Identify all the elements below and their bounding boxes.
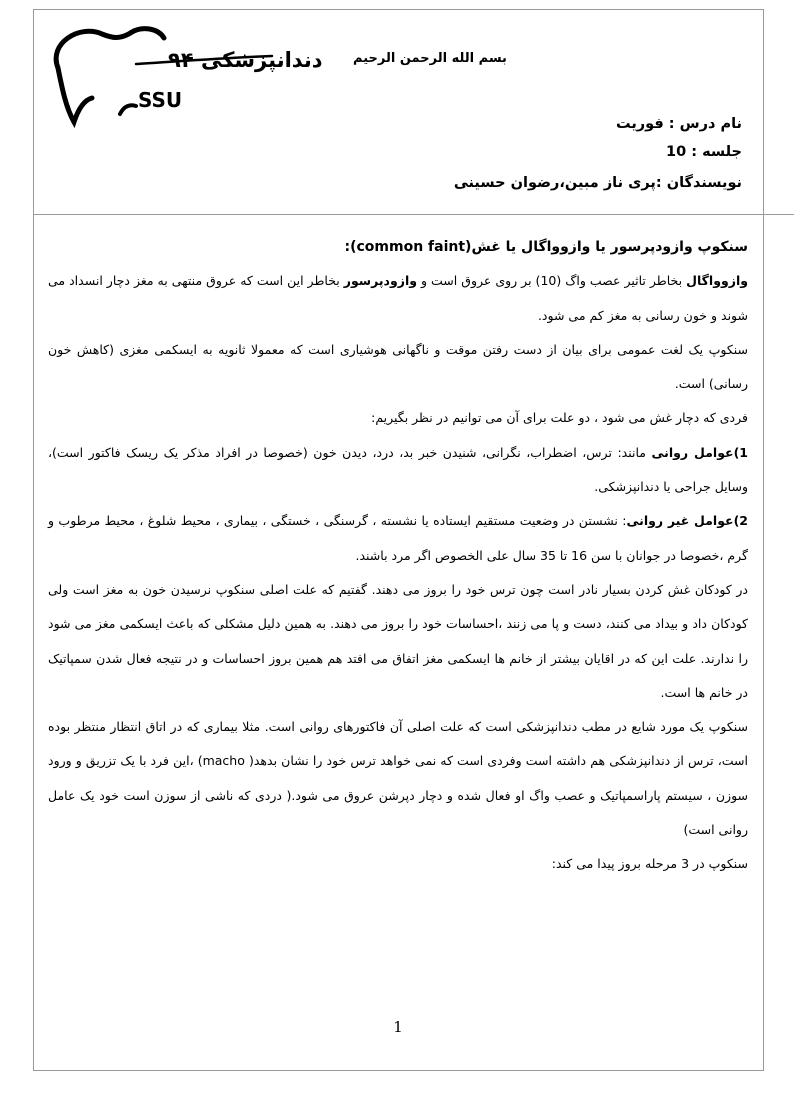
term-vasovagal: وازوواگال: [686, 273, 748, 289]
heading-non-psychological: 2)عوامل غیر روانی: [626, 513, 748, 529]
paragraph-syncope-definition: سنکوپ یک لغت عمومی برای بیان از دست رفتن موقت و ناگهانی هوشیاری است که معمولا ثانویه به ایسکمی مغزی (کاهش خون رسانی) است.: [48, 341, 748, 392]
authors: نویسندگان :پری ناز مبین،رضوان حسینی: [453, 175, 742, 191]
ssu-dentistry-logo: [40, 18, 323, 130]
heading-psychological: 1)عوامل روانی: [651, 444, 748, 460]
term-vasodepressor: وازودپرسور: [343, 273, 417, 289]
page-number: 1: [393, 1018, 403, 1036]
paragraph-children: در کودکان غش کردن بسیار نادر است چون ترس خود را بروز می دهند. گفتیم که علت اصلی سنکوپ نرسیدن خون به مغز است ولی کودکان داد و بیداد می کنند، دست و پا می زنند ،احساسات خود را بروز می دهند. به همین دلیل مشکلی که باعث ایسکمی مغز می شود را ندارند. علت این که در اقایان بیشتر از خانم ها ایسکمی مغز اتفاق می افتد هم همین بروز احساسات و در نتیجه فعال شدن سمپاتیک در خانم ها است.: [48, 581, 748, 700]
paragraph-non-psychological-factors: [48, 504, 748, 573]
bismillah: بسم الله الرحمن الرحیم: [353, 51, 507, 66]
paragraph-text: بخاطر تاثیر عصب واگ (10) بر روی عروق است و: [417, 273, 687, 289]
document-body: [48, 230, 748, 882]
paragraph-text: : نشستن در وضعیت مستقیم ایستاده یا نشسته ، گرسنگی ، خستگی ، بیماری ، محیط شلوغ ، محیط مرطوب و گرم ،خصوصا در جوانان با سن 16 تا 35 سال علی الخصوص اگر مرد باشند.: [48, 513, 748, 563]
section-title: سنکوپ وازودپرسور یا وازوواگال یا غش(common faint):: [344, 239, 748, 255]
paragraph-vasovagal: [48, 264, 748, 333]
paragraph-psychological-factors: [48, 436, 748, 505]
session-number: جلسه : 10: [666, 144, 742, 160]
course-name: نام درس : فوریت: [616, 116, 742, 132]
tooth-icon: [40, 18, 280, 130]
paragraph-text: بخاطر این است که عروق منتهی به مغز دچار انسداد می شوند و خون رسانی به مغز کم می شود.: [48, 273, 748, 323]
paragraph-dental-office: سنکوپ یک مورد شایع در مطب دندانپزشکی است که علت اصلی آن فاکتورهای روانی است. مثلا بیماری که در اتاق انتظار منتظر بوده است، ترس از دندانپزشکی هم داشته است وفردی است که نمی خواهد ترس خود را نشان بدهد( macho) ،این فرد با یک تزریق و ورود سوزن ، سیستم پاراسمپاتیک و عصب واگ او فعال شده و دچار دپرشن عروق می شود.( دردی که ناشی از سوزن است خود یک عامل روانی است): [48, 719, 748, 838]
logo-title: دندانپزشکی ۹۴: [168, 48, 323, 72]
logo-abbreviation: SSU: [138, 88, 183, 112]
paragraph-causes-intro: فردی که دچار غش می شود ، دو علت برای آن می توانیم در نظر بگیریم:: [371, 410, 748, 426]
paragraph-text: مانند: ترس، اضطراب، نگرانی، شنیدن خبر بد، درد، دیدن خون (خصوصا در افراد مذکر یک ریسک فاکتور است)، وسایل جراحی یا دندانپزشکی.: [48, 444, 748, 495]
header-divider: [33, 214, 794, 215]
paragraph-stages: سنکوپ در 3 مرحله بروز پیدا می کند:: [551, 856, 748, 872]
